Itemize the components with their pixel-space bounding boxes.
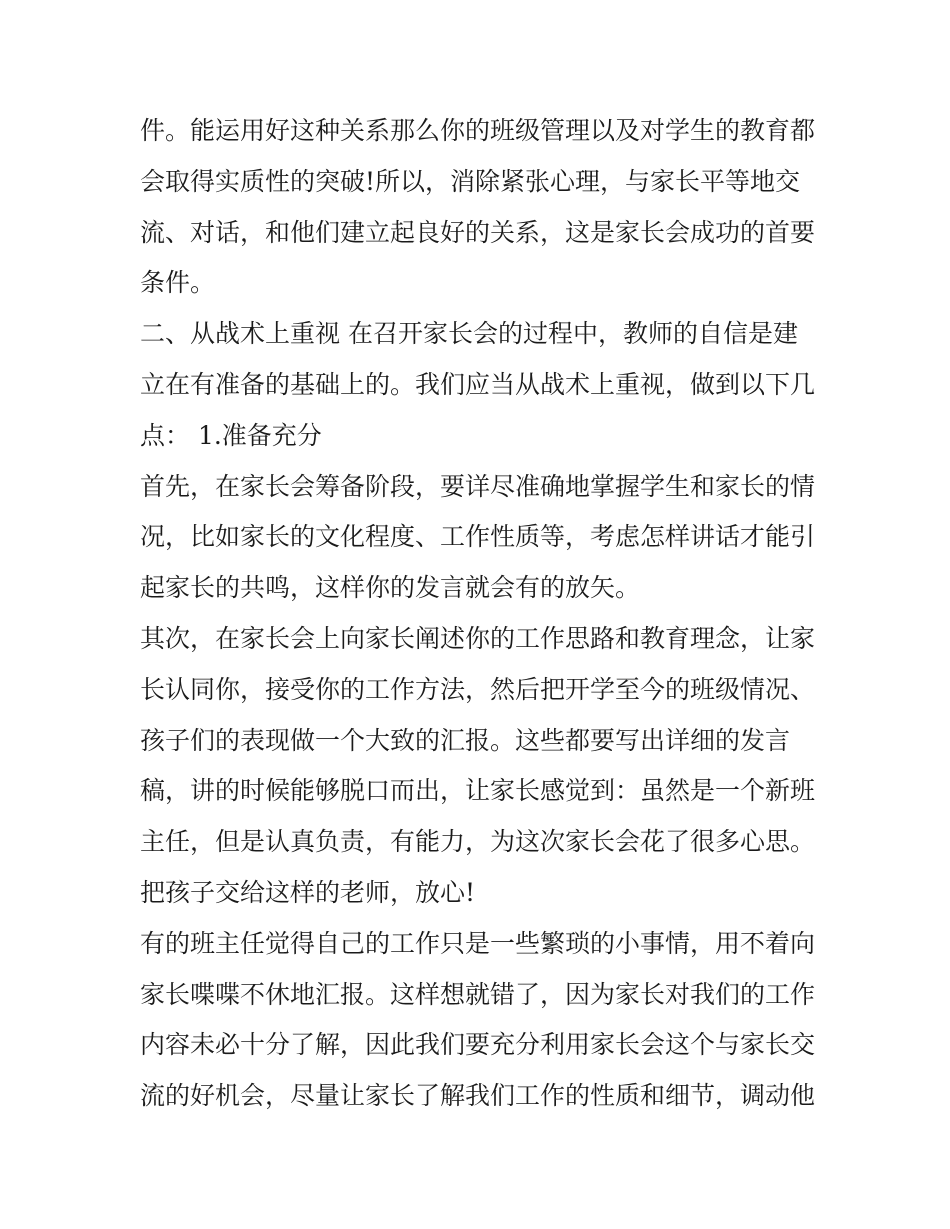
text-line: 条件。 <box>140 268 216 298</box>
text-line: 有的班主任觉得自己的工作只是一些繁琐的小事情，用不着向 <box>140 928 816 958</box>
text-line: 稿，讲的时候能够脱口而出，让家长感觉到：虽然是一个新班 <box>140 776 816 806</box>
text-line: 把孩子交给这样的老师，放心! <box>140 877 476 907</box>
text-line: 况，比如家长的文化程度、工作性质等，考虑怎样讲话才能引 <box>140 522 816 552</box>
text-line: 点： 1.准备充分 <box>140 420 322 450</box>
text-line: 长认同你，接受你的工作方法，然后把开学至今的班级情况、 <box>140 674 816 704</box>
text-line: 其次，在家长会上向家长阐述你的工作思路和教育理念，让家 <box>140 623 816 653</box>
text-line: 流的好机会，尽量让家长了解我们工作的性质和细节，调动他 <box>140 1081 816 1111</box>
text-line: 件。能运用好这种关系那么你的班级管理以及对学生的教育都 <box>140 116 816 145</box>
section-heading-line: 二、从战术上重视 在召开家长会的过程中，教师的自信是建 <box>140 319 798 349</box>
document-body <box>140 106 820 1122</box>
text-line: 主任，但是认真负责，有能力，为这次家长会花了很多心思。 <box>140 827 816 857</box>
text-line: 家长喋喋不休地汇报。这样想就错了，因为家长对我们的工作 <box>140 979 816 1009</box>
text-line: 首先，在家长会筹备阶段，要详尽准确地掌握学生和家长的情 <box>140 471 816 501</box>
text-line: 内容未必十分了解，因此我们要充分利用家长会这个与家长交 <box>140 1030 816 1060</box>
text-line: 流、对话，和他们建立起良好的关系，这是家长会成功的首要 <box>140 217 816 247</box>
text-line: 起家长的共鸣，这样你的发言就会有的放矢。 <box>140 573 641 603</box>
text-line: 孩子们的表现做一个大致的汇报。这些都要写出详细的发言 <box>140 725 791 755</box>
text-line: 立在有准备的基础上的。我们应当从战术上重视，做到以下几 <box>140 369 816 399</box>
text-line: 会取得实质性的突破!所以，消除紧张心理，与家长平等地交 <box>140 166 801 196</box>
